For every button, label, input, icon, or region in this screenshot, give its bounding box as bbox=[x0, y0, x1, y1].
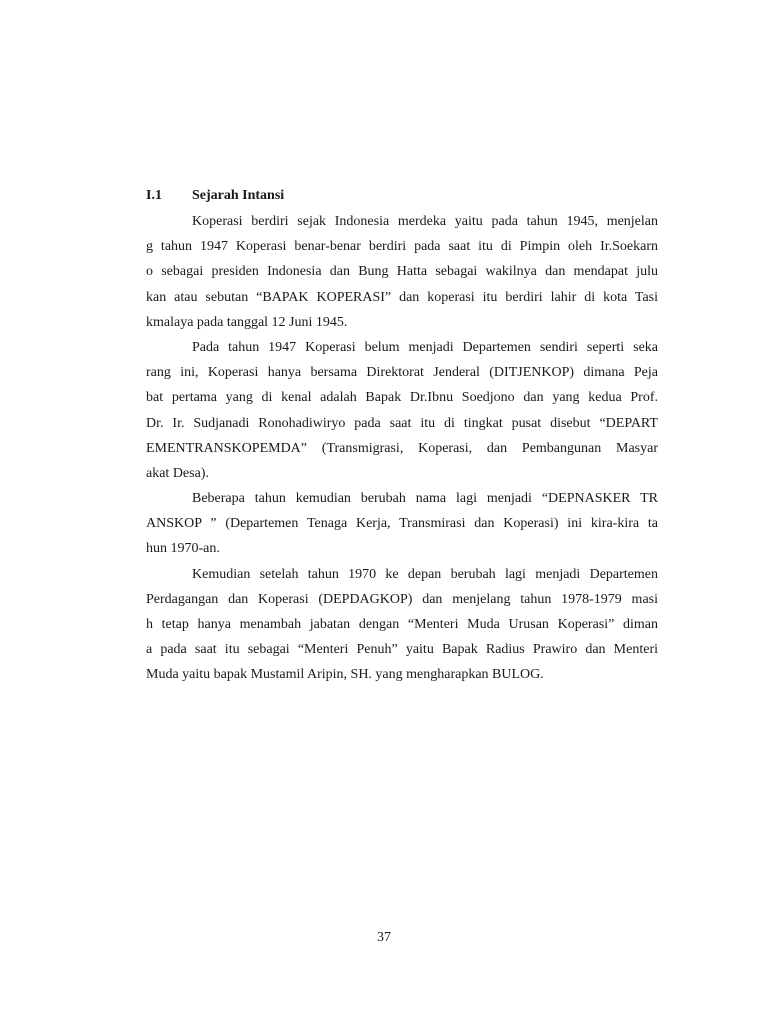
text-line: Koperasi berdiri sejak Indonesia merdeka yaitu pada tahun 1945, menjelan bbox=[192, 214, 658, 229]
section-number: I.1 bbox=[146, 188, 162, 203]
paragraph-1 bbox=[146, 209, 658, 335]
text-line: Muda yaitu bapak Mustamil Aripin, SH. yang mengharapkan BULOG. bbox=[146, 667, 544, 683]
paragraph-4 bbox=[146, 562, 658, 688]
paragraph-2 bbox=[146, 335, 658, 486]
text-line: Dr. Ir. Sudjanadi Ronohadiwiryo pada saat itu di tingkat pusat disebut “DEPART bbox=[146, 415, 658, 431]
text-line: a pada saat itu sebagai “Menteri Penuh” yaitu Bapak Radius Prawiro dan Menteri bbox=[146, 642, 658, 658]
text-line: ANSKOP ” (Departemen Tenaga Kerja, Transmirasi dan Koperasi) ini kira-kira ta bbox=[146, 516, 658, 532]
text-line: kan atau sebutan “BAPAK KOPERASI” dan koperasi itu berdiri lahir di kota Tasi bbox=[146, 289, 658, 305]
section-title: Sejarah Intansi bbox=[192, 188, 285, 203]
text-line: kmalaya pada tanggal 12 Juni 1945. bbox=[146, 314, 348, 330]
text-line: Beberapa tahun kemudian berubah nama lagi menjadi “DEPNASKER TR bbox=[192, 491, 658, 507]
text-line: bat pertama yang di kenal adalah Bapak Dr.Ibnu Soedjono dan yang kedua Prof. bbox=[146, 390, 658, 406]
text-line: Perdagangan dan Koperasi (DEPDAGKOP) dan menjelang tahun 1978-1979 masi bbox=[146, 591, 658, 607]
text-line: akat Desa). bbox=[146, 465, 209, 481]
text-line: hun 1970-an. bbox=[146, 541, 220, 557]
text-line: g tahun 1947 Koperasi benar-benar berdiri pada saat itu di Pimpin oleh Ir.Soekarn bbox=[146, 239, 658, 255]
text-line: EMENTRANSKOPEMDA” (Transmigrasi, Koperasi, dan Pembangunan Masyar bbox=[146, 440, 658, 456]
section-heading bbox=[146, 186, 284, 206]
paragraph-3 bbox=[146, 486, 658, 562]
body-text bbox=[146, 209, 658, 688]
text-line: h tetap hanya menambah jabatan dengan “Menteri Muda Urusan Koperasi” diman bbox=[146, 617, 658, 632]
text-line: o sebagai presiden Indonesia dan Bung Hatta sebagai wakilnya dan mendapat julu bbox=[146, 264, 658, 280]
text-line: rang ini, Koperasi hanya bersama Direktorat Jenderal (DITJENKOP) dimana Peja bbox=[146, 365, 658, 381]
text-line: Pada tahun 1947 Koperasi belum menjadi Departemen sendiri seperti seka bbox=[192, 339, 658, 355]
page-number: 37 bbox=[377, 930, 391, 945]
text-line: Kemudian setelah tahun 1970 ke depan berubah lagi menjadi Departemen bbox=[192, 566, 658, 582]
